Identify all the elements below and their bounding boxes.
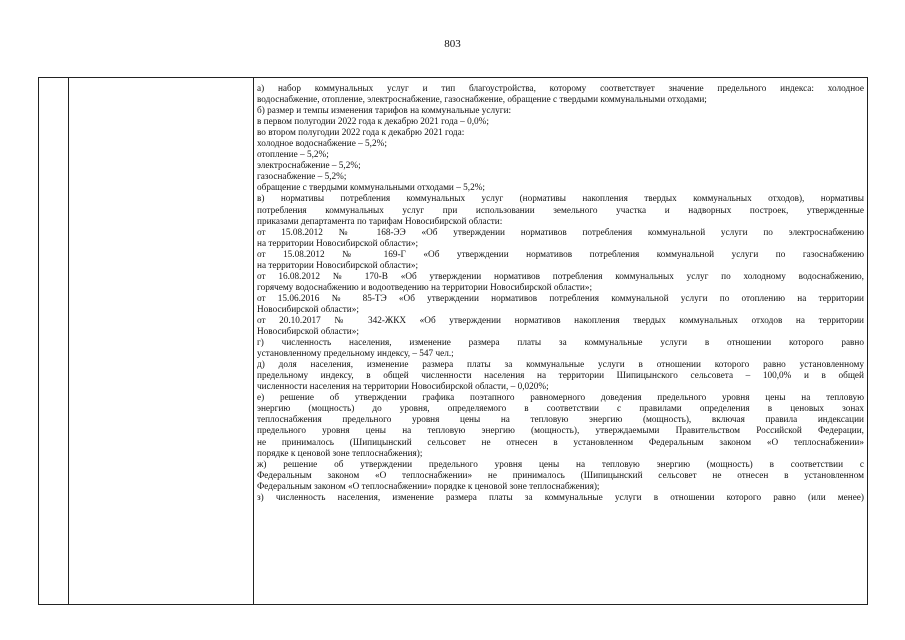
content-line: Федеральным законом «О теплоснабжении» не принималось (Шипицынский сельсовет не отнесен в установленном: [257, 470, 864, 481]
content-line: приказами департамента по тарифам Новосибирской области:: [257, 216, 503, 227]
content-line: а) набор коммунальных услуг и тип благоустройства, которому соответствует значение предельного индекса: холодное: [257, 84, 864, 94]
content-line: е) решение об утверждении графика поэтапного равномерного доведения предельного уровня цены на тепловую: [257, 393, 864, 404]
content-line: Федеральным законом «О теплоснабжении» порядке к ценовой зоне теплоснабжения);: [257, 481, 600, 492]
table-row: [39, 78, 868, 605]
content-line: б) размер и темпы изменения тарифов на коммунальные услуги:: [257, 106, 512, 117]
content-line: Новосибирской области»;: [257, 327, 359, 338]
content-line: потребления коммунальных услуг при использовании земельного участка и надворных построек, утвержденные: [257, 205, 864, 216]
content-line: холодное водоснабжение – 5,2%;: [257, 139, 387, 150]
content-line: энергию (мощность) до уровня, определяемого в соответствии с правилами определения в ценовых зонах: [257, 404, 864, 415]
content-line: ж) решение об утверждении предельного уровня цены на тепловую энергию (мощность) в соответствии с: [257, 459, 864, 470]
content-line: от 15.06.2016 № 85-ТЭ «Об утверждении нормативов потребления коммунальной услуги по отоплению на территории: [257, 293, 864, 304]
page-number: 803: [444, 38, 461, 50]
content-line: Новосибирской области»;: [257, 304, 359, 315]
content-line: от 20.10.2017 № 342-ЖКХ «Об утверждении нормативов накопления твердых коммунальных отходов на территории: [257, 315, 864, 326]
table-cell-number: [39, 78, 69, 605]
content-line: водоснабжение, отопление, электроснабжение, газоснабжение, обращение с твердыми коммунальными отходами;: [257, 95, 707, 106]
content-line: численности населения на территории Новосибирской области, – 0,020%;: [257, 382, 549, 393]
content-line: в первом полугодии 2022 года к декабрю 2021 года – 0,0%;: [257, 117, 489, 128]
table-cell-content: [254, 78, 868, 605]
content-line: электроснабжение – 5,2%;: [257, 161, 361, 172]
content-line: во втором полугодии 2022 года к декабрю 2021 года:: [257, 128, 465, 139]
table-cell-name: [69, 78, 254, 605]
content-line: д) доля населения, изменение размера платы за коммунальные услуги в отношении которого равно установленному: [257, 360, 864, 371]
content-line: в) нормативы потребления коммунальных услуг (нормативы накопления твердых коммунальных отходов), нормативы: [257, 194, 864, 205]
content-line: теплоснабжения предельного уровня цены на тепловую энергию (мощность), включая правила индексации: [257, 415, 864, 426]
content-line: на территории Новосибирской области»;: [257, 238, 419, 249]
content-line: на территории Новосибирской области»;: [257, 260, 419, 271]
content-line: порядке к ценовой зоне теплоснабжения);: [257, 448, 423, 459]
content-line: горячему водоснабжению и водоотведению на территории Новосибирской области»;: [257, 282, 593, 293]
content-line: газоснабжение – 5,2%;: [257, 172, 347, 183]
content-line: предельного уровня цены на тепловую энергию (мощность), утверждаемыми Правительством Российской Федерации,: [257, 426, 864, 437]
content-line: от 15.08.2012 № 169-Г «Об утверждении нормативов потребления коммунальной услуги по газоснабжению: [257, 249, 864, 260]
content-line: з) численность населения, изменение размера платы за коммунальные услуги в отношении которого равно (или менее): [257, 492, 864, 503]
content-line: предельному индексу, в общей численности населения на территории Шипицынского сельсовета – 100,0% и в общей: [257, 371, 864, 382]
content-line: не принималось (Шипицынский сельсовет не отнесен в установленном Федеральным законом «О теплоснабжении»: [257, 437, 864, 448]
content-line: от 15.08.2012 № 168-ЭЭ «Об утверждении нормативов потребления коммунальной услуги по электроснабжению: [257, 227, 864, 238]
document-table: [38, 77, 868, 605]
content-line: установленному предельному индексу, – 547 чел.;: [257, 349, 454, 360]
content-text: [254, 78, 867, 504]
content-line: обращение с твердыми коммунальными отходами – 5,2%;: [257, 183, 485, 194]
content-line: г) численность населения, изменение размера платы за коммунальные услуги в отношении которого равно: [257, 338, 864, 349]
content-line: отопление – 5,2%;: [257, 150, 329, 161]
content-line: от 16.08.2012 № 170-В «Об утверждении нормативов потребления коммунальных услуг по холодному водоснабжению,: [257, 271, 864, 282]
